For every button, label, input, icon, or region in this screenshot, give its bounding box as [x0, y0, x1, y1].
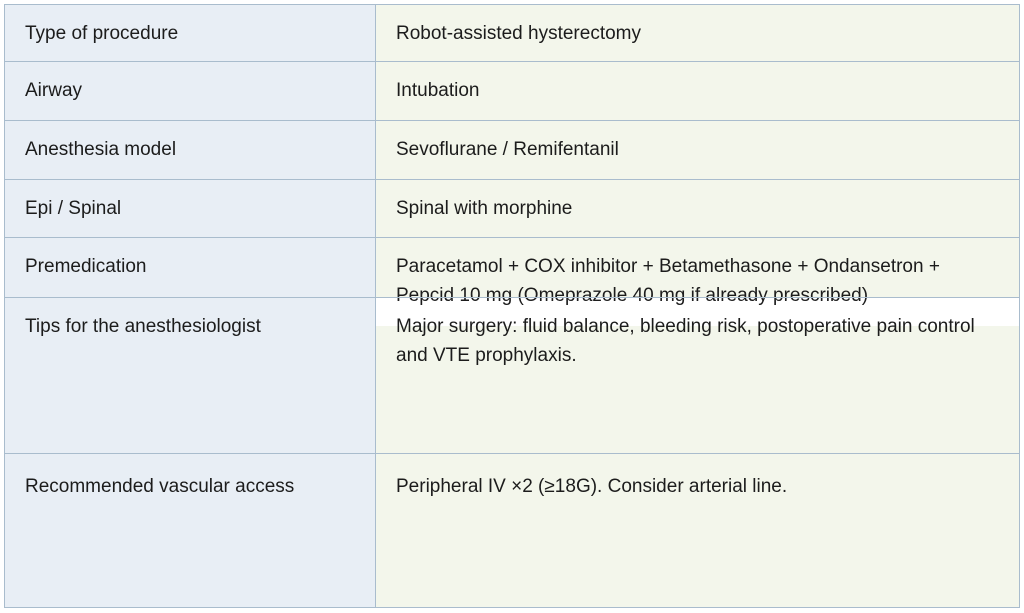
- table-row: [4, 454, 1020, 608]
- row-value: [376, 121, 1020, 180]
- table-row: [4, 238, 1020, 306]
- table-row: [4, 4, 1020, 62]
- row-label-text: Premedication: [25, 256, 147, 277]
- row-value: [376, 238, 1020, 306]
- row-value: [376, 62, 1020, 121]
- row-value-text: Intubation: [396, 80, 480, 101]
- row-value-text: Paracetamol + COX inhibitor + Betamethasone + Ondansetron + Pepcid 10 mg (Omeprazole 40 mg if already prescribed): [396, 256, 940, 306]
- procedure-table: [4, 4, 1020, 608]
- row-label-text: Tips for the anesthesiologist: [25, 316, 261, 337]
- row-value-text: Peripheral IV ×2 (≥18G). Consider arterial line.: [396, 476, 788, 497]
- row-label: [4, 62, 376, 121]
- table-row: [4, 180, 1020, 238]
- row-label-text: Epi / Spinal: [25, 198, 122, 219]
- row-label-text: Airway: [25, 80, 83, 101]
- row-label: [4, 238, 376, 297]
- row-label: [4, 121, 376, 180]
- row-label-text: Anesthesia model: [25, 139, 177, 160]
- row-label: [4, 4, 376, 62]
- row-value: [376, 297, 1020, 454]
- table-row: [4, 297, 1020, 454]
- table-row: [4, 62, 1020, 121]
- row-value-text: Spinal with morphine: [396, 198, 573, 219]
- row-label: [4, 180, 376, 238]
- row-label-text: Recommended vascular access: [25, 476, 295, 497]
- row-label: [4, 454, 376, 608]
- row-value-text: Robot-assisted hysterectomy: [396, 23, 641, 44]
- row-value: [376, 454, 1020, 608]
- row-label-text: Type of procedure: [25, 23, 179, 44]
- table-row: [4, 121, 1020, 180]
- row-value-text: Sevoflurane / Remifentanil: [396, 139, 619, 160]
- row-value-text: Major surgery: fluid balance, bleeding risk, postoperative pain control and VTE prophylaxis.: [396, 316, 975, 366]
- row-value: [376, 4, 1020, 62]
- row-value: [376, 180, 1020, 238]
- row-label: [4, 297, 376, 454]
